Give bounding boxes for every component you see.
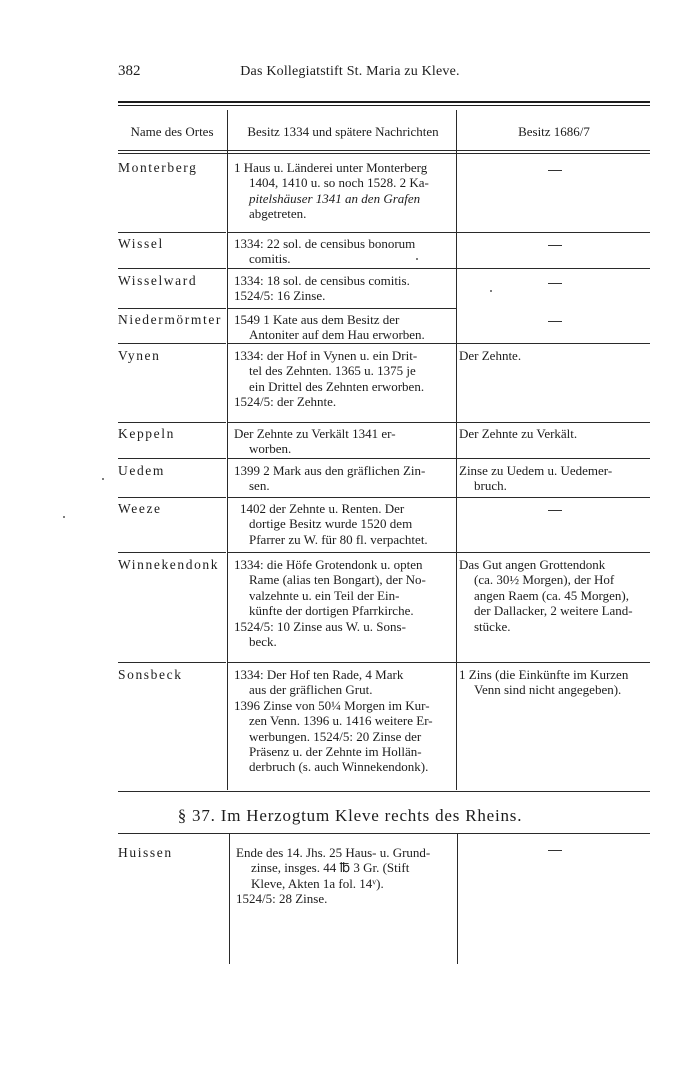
text-line: tel des Zehnten. 1365 u. 1375 je bbox=[249, 363, 416, 379]
place-name: Sonsbeck bbox=[118, 667, 183, 682]
column-divider-2 bbox=[456, 110, 457, 790]
empty-dash bbox=[548, 321, 562, 322]
empty-dash bbox=[548, 245, 562, 246]
text-line: worben. bbox=[249, 441, 292, 457]
text-line: 1334: Der Hof ten Rade, 4 Mark bbox=[234, 667, 404, 682]
row-rule bbox=[228, 232, 456, 233]
row-rule bbox=[118, 268, 226, 269]
holdings-1686-text bbox=[459, 667, 652, 698]
text-line: pitelshäuser 1341 an den Grafen bbox=[249, 190, 421, 206]
text-line: (ca. 30½ Morgen), der Hof bbox=[474, 572, 615, 588]
row-rule bbox=[228, 343, 456, 344]
row-rule bbox=[457, 268, 650, 269]
text-line: dortige Besitz wurde 1520 dem bbox=[249, 516, 413, 532]
place-name: Uedem bbox=[118, 463, 165, 478]
text-line: stücke. bbox=[474, 618, 511, 634]
text-line: sen. bbox=[249, 478, 270, 494]
holdings-1334-text bbox=[234, 236, 452, 267]
row-rule bbox=[457, 552, 650, 553]
row-rule bbox=[118, 458, 226, 459]
place-name: Wisselward bbox=[118, 273, 198, 288]
row-rule bbox=[118, 662, 226, 663]
row-rule bbox=[457, 422, 650, 423]
holdings-1334-text bbox=[234, 426, 452, 457]
row-rule bbox=[228, 552, 456, 553]
place-name: Vynen bbox=[118, 348, 161, 363]
row-rule bbox=[118, 552, 226, 553]
holdings-1334-text bbox=[234, 348, 452, 410]
text-line: valzehnte u. ein Teil der Ein- bbox=[249, 587, 400, 603]
text-line: Kleve, Akten 1a fol. 14ᵛ). bbox=[251, 875, 384, 891]
text-line: Venn sind nicht angegeben). bbox=[474, 682, 622, 698]
place-name: Wissel bbox=[118, 236, 164, 251]
text-line: 1524/5: der Zehnte. bbox=[234, 394, 337, 410]
text-line: ein Drittel des Zehnten erworben. bbox=[249, 378, 425, 394]
text-line: 1396 Zinse von 50¼ Morgen im Kur- bbox=[234, 697, 430, 713]
text-line: derbruch (s. auch Winnekendonk). bbox=[249, 759, 429, 775]
empty-dash bbox=[548, 283, 562, 284]
text-line: der Dallacker, 2 weitere Land- bbox=[474, 603, 633, 619]
row-rule bbox=[457, 343, 650, 344]
section-table-rule bbox=[118, 833, 650, 834]
text-line: bruch. bbox=[474, 478, 507, 494]
text-line: zinse, insges. 44 ℔ 3 Gr. (Stift bbox=[251, 860, 410, 876]
text-line: abgetreten. bbox=[249, 206, 307, 222]
row-rule bbox=[228, 308, 456, 309]
running-title: Das Kollegiatstift St. Maria zu Kleve. bbox=[240, 64, 460, 79]
place-name: Monterberg bbox=[118, 160, 198, 175]
place-name: Winnekendonk bbox=[118, 557, 220, 572]
text-line: 1 Zins (die Einkünfte im Kurzen bbox=[459, 667, 629, 682]
row-rule bbox=[457, 232, 650, 233]
row-rule bbox=[228, 662, 456, 663]
text-line: angen Raem (ca. 45 Morgen), bbox=[474, 587, 629, 603]
holdings-1334-text bbox=[234, 557, 452, 649]
text-line: Pfarrer zu W. für 80 fl. verpachtet. bbox=[249, 531, 428, 547]
print-speck bbox=[490, 290, 492, 292]
text-line: 1549 1 Kate aus dem Besitz der bbox=[234, 312, 400, 327]
text-line: werbungen. 1524/5: 20 Zinse der bbox=[249, 728, 422, 744]
holdings-1334-text bbox=[234, 273, 452, 304]
header-rule-2 bbox=[118, 153, 650, 154]
row-rule bbox=[228, 422, 456, 423]
text-line: 1399 2 Mark aus den gräflichen Zin- bbox=[234, 463, 426, 478]
place-name: Weeze bbox=[118, 501, 162, 516]
holdings-1334-text bbox=[234, 667, 452, 775]
section-title: § 37. Im Herzogtum Kleve rechts des Rheins. bbox=[177, 806, 523, 825]
row-rule bbox=[228, 458, 456, 459]
text-line: 1402 der Zehnte u. Renten. Der bbox=[240, 501, 405, 516]
text-line: Der Zehnte zu Verkält 1341 er- bbox=[234, 426, 396, 441]
text-line: Präsenz u. der Zehnte im Hollän- bbox=[249, 744, 422, 760]
row-rule bbox=[228, 497, 456, 498]
holdings-1686-text bbox=[459, 426, 652, 441]
holdings-1686-text bbox=[459, 463, 652, 494]
text-line: Das Gut angen Grottendonk bbox=[459, 557, 606, 572]
holdings-1334-text bbox=[240, 501, 452, 547]
column-divider-1 bbox=[227, 110, 228, 790]
empty-dash bbox=[548, 510, 562, 511]
header-rule bbox=[118, 150, 650, 151]
row-rule bbox=[228, 268, 456, 269]
table-top-rule-thin bbox=[118, 105, 650, 106]
empty-dash bbox=[548, 850, 562, 851]
row-rule bbox=[118, 343, 226, 344]
holdings-1686-text bbox=[459, 348, 652, 363]
text-line: 1524/5: 10 Zinse aus W. u. Sons- bbox=[234, 618, 406, 634]
text-line: Rame (alias ten Bongart), der No- bbox=[249, 572, 426, 588]
text-line: Ende des 14. Jhs. 25 Haus- u. Grund- bbox=[236, 845, 431, 860]
text-line: 1524/5: 16 Zinse. bbox=[234, 288, 326, 304]
empty-dash bbox=[548, 170, 562, 171]
place-name: Keppeln bbox=[118, 426, 175, 441]
row-rule bbox=[118, 497, 226, 498]
text-line: 1404, 1410 u. so noch 1528. 2 Ka- bbox=[249, 175, 429, 191]
text-line: Der Zehnte. bbox=[459, 348, 522, 363]
text-line: Antoniter auf dem Hau erworben. bbox=[249, 327, 425, 343]
place-name: Huissen bbox=[118, 845, 173, 860]
holdings-1334-text bbox=[234, 312, 452, 343]
print-speck bbox=[416, 258, 418, 260]
text-line: 1524/5: 28 Zinse. bbox=[236, 891, 328, 907]
holdings-1334-text bbox=[234, 160, 452, 222]
column-header-place: Name des Ortes bbox=[130, 124, 214, 139]
text-line: comitis. bbox=[249, 251, 291, 267]
page-number: 382 bbox=[118, 63, 141, 79]
column-divider-1 bbox=[229, 834, 230, 964]
text-line: Zinse zu Uedem u. Uedemer- bbox=[459, 463, 613, 478]
text-line: 1334: der Hof in Vynen u. ein Drit- bbox=[234, 348, 418, 363]
holdings-1686-text bbox=[459, 557, 652, 634]
text-line: 1334: 22 sol. de censibus bonorum bbox=[234, 236, 416, 251]
row-rule bbox=[457, 458, 650, 459]
row-rule bbox=[118, 308, 226, 309]
table-bottom-rule bbox=[118, 791, 650, 792]
place-name: Niedermörmter bbox=[118, 312, 223, 327]
text-line: 1 Haus u. Länderei unter Monterberg bbox=[234, 160, 428, 175]
column-header-holdings-1686: Besitz 1686/7 bbox=[518, 124, 590, 139]
row-rule bbox=[118, 232, 226, 233]
column-header-holdings-1334: Besitz 1334 und spätere Nachrichten bbox=[247, 124, 439, 139]
text-line: beck. bbox=[249, 634, 277, 650]
text-line: 1334: die Höfe Grotendonk u. opten bbox=[234, 557, 423, 572]
text-line: künfte der dortigen Pfarrkirche. bbox=[249, 603, 414, 619]
column-divider-2 bbox=[457, 834, 458, 964]
text-line: zen Venn. 1396 u. 1416 weitere Er- bbox=[249, 713, 433, 729]
row-rule bbox=[118, 422, 226, 423]
print-speck bbox=[102, 478, 104, 480]
row-rule bbox=[457, 662, 650, 663]
table-top-rule-thick bbox=[118, 101, 650, 103]
text-line: aus der gräflichen Grut. bbox=[249, 682, 373, 698]
text-line: Der Zehnte zu Verkält. bbox=[459, 426, 578, 441]
print-speck bbox=[63, 516, 65, 518]
holdings-1334-text bbox=[234, 463, 452, 494]
row-rule bbox=[457, 497, 650, 498]
holdings-1334-text bbox=[236, 845, 452, 907]
text-line: 1334: 18 sol. de censibus comitis. bbox=[234, 273, 410, 288]
